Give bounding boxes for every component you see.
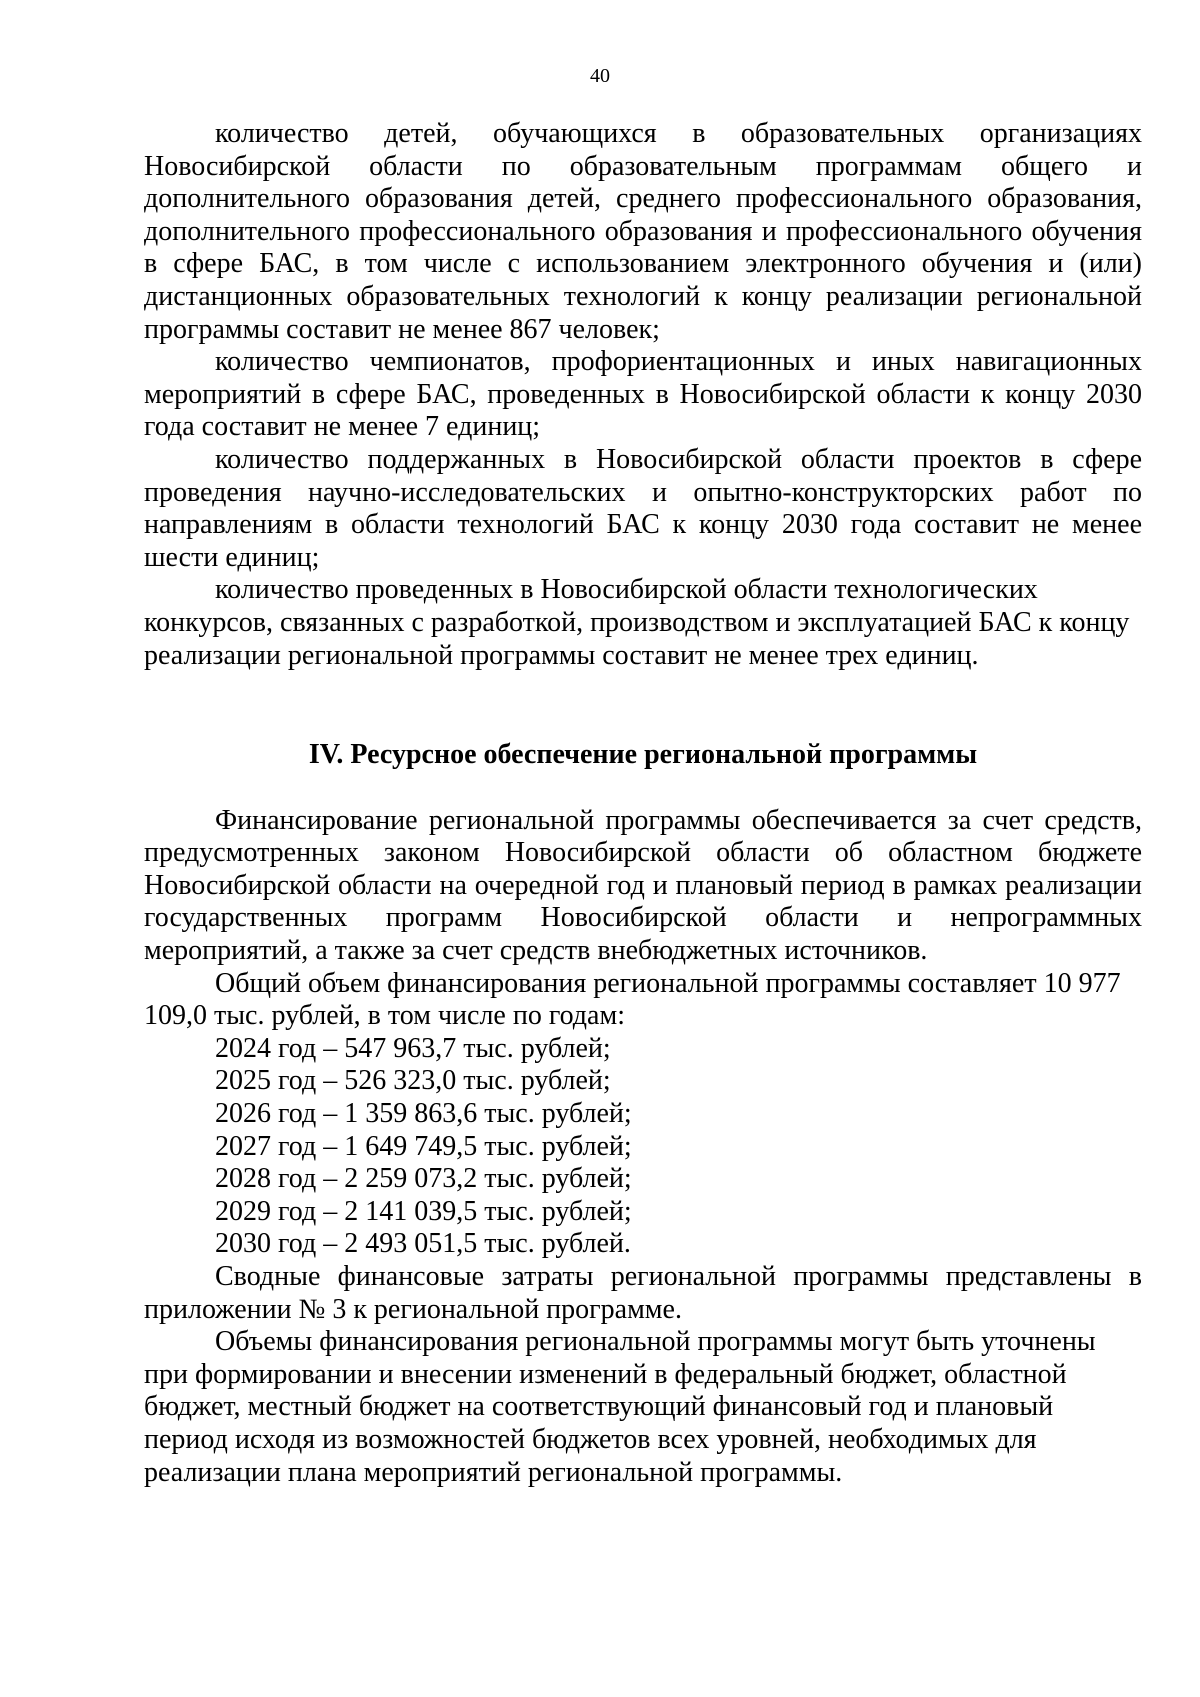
paragraph-rnd-projects: количество поддержанных в Новосибирской области проектов в сфере проведения научно-исследовательских и опытно-конструкторских работ по направлениям в области технологий БАС к концу 2030 года составит не менее шести единиц; (144, 443, 1142, 573)
document-body (144, 118, 1142, 1489)
paragraph-children-trained: количество детей, обучающихся в образовательных организациях Новосибирской области по образовательным программам общего и дополнительного образования детей, среднего профессионального образования, дополнительного профессионального образования и профессионального обучения в сфере БАС, в том числе с использованием электронного обучения и (или) дистанционных образовательных технологий к концу реализации региональной программы составит не менее 867 человек; (144, 118, 1142, 345)
paragraph-financing-sources: Финансирование региональной программы обеспечивается за счет средств, предусмотренных законом Новосибирской области об областном бюджете Новосибирской области на очередной год и плановый период в рамках реализации государственных программ Новосибирской области и непрограммных мероприятий, а также за счет средств внебюджетных источников. (144, 804, 1142, 967)
year-funding-2028: 2028 год – 2 259 073,2 тыс. рублей; (215, 1163, 632, 1195)
page-number: 40 (590, 65, 610, 87)
year-funding-2029: 2029 год – 2 141 039,5 тыс. рублей; (215, 1195, 632, 1227)
year-funding-2025: 2025 год – 526 323,0 тыс. рублей; (215, 1065, 611, 1097)
year-funding-2024: 2024 год – 547 963,7 тыс. рублей; (215, 1032, 611, 1064)
year-funding-2030: 2030 год – 2 493 051,5 тыс. рублей. (215, 1228, 631, 1260)
paragraph-summary-costs: Сводные финансовые затраты региональной программы представлены в приложении № 3 к региональной программе. (144, 1261, 1142, 1325)
paragraph-total-volume: Общий объем финансирования региональной программы составляет 10 977 109,0 тыс. рублей, в том числе по годам: (144, 967, 1121, 1032)
section-title: IV. Ресурсное обеспечение региональной программы (308, 739, 978, 771)
year-funding-2026: 2026 год – 1 359 863,6 тыс. рублей; (215, 1098, 632, 1130)
paragraph-volume-adjustment: Объемы финансирования региональной программы могут быть уточнены при формировании и внесении изменений в федеральный бюджет, областной бюджет, местный бюджет на соответствующий финансовый год и плановый период исходя из возможностей бюджетов всех уровней, необходимых для реализации плана мероприятий региональной программы. (144, 1326, 1096, 1488)
year-funding-2027: 2027 год – 1 649 749,5 тыс. рублей; (215, 1130, 632, 1162)
paragraph-championships: количество чемпионатов, профориентационных и иных навигационных мероприятий в сфере БАС, проведенных в Новосибирской области к концу 2030 года составит не менее 7 единиц; (144, 346, 1142, 443)
paragraph-tech-contests: количество проведенных в Новосибирской области технологических конкурсов, связанных с разработкой, производством и эксплуатацией БАС к концу реализации региональной программы составит не менее трех единиц. (144, 574, 1130, 671)
